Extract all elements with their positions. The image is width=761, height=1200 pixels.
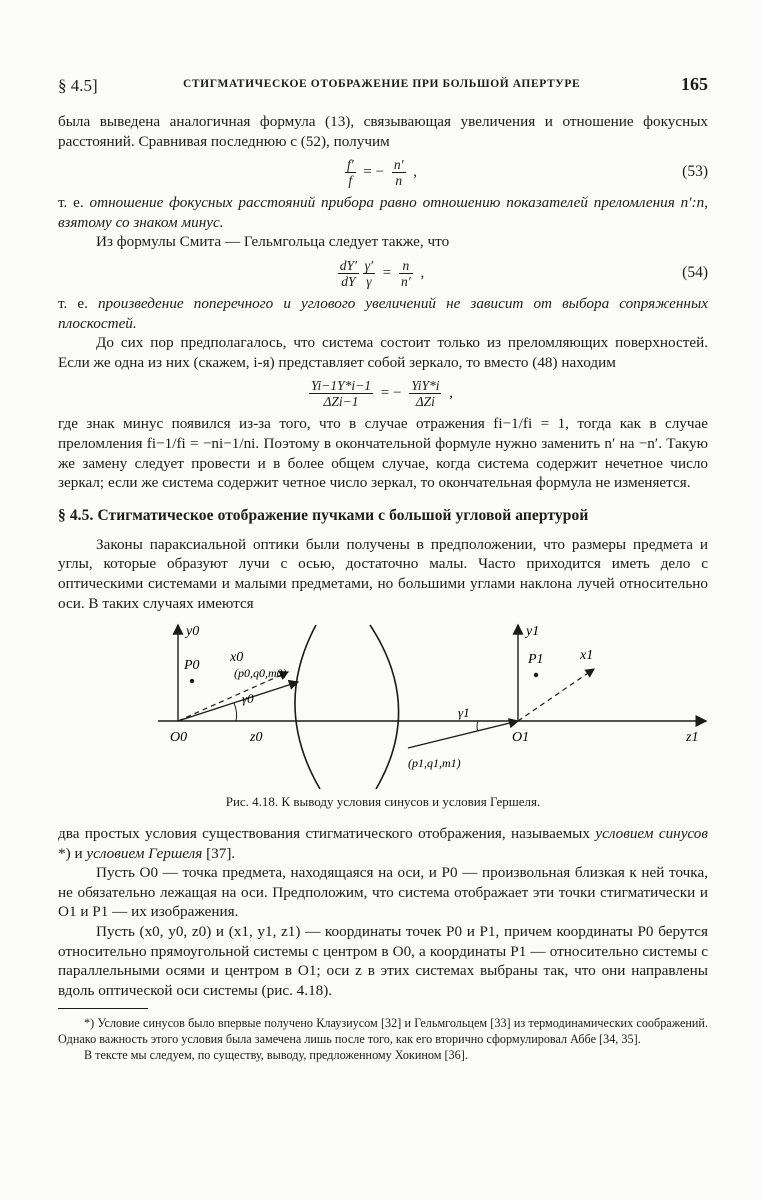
- label-gamma0: γ0: [242, 691, 254, 707]
- label-gamma1: γ1: [458, 705, 470, 721]
- paragraph-8: два простых условия существования стигматического отображения, называемых условием синусов *) и условием Гершеля [37].: [58, 825, 708, 862]
- figure-4-18: [58, 617, 708, 792]
- label-P1: P1: [528, 652, 544, 668]
- point-P1: [534, 673, 538, 677]
- paragraph-10: Пусть (x0, y0, z0) и (x1, y1, z1) — координаты точек P0 и P1, причем координаты P0 берутся относительно прямоугольной системы с центром в O0, а координаты P1 — относительно системы с параллельными осями и центром в O1; оси z в этих системах выбраны так, что они направлены вдоль оптической оси системы (рис. 4.18).: [58, 923, 708, 999]
- label-O1: O1: [512, 730, 530, 746]
- paragraph-2: т. е. отношение фокусных расстояний прибора равно отношению показателей преломления n′:n, взятому со знаком минус.: [58, 194, 708, 231]
- footnote-rule: [58, 1008, 148, 1009]
- label-p1q1m1: (p1,q1,m1): [408, 756, 461, 771]
- label-P0: P0: [184, 658, 200, 674]
- label-p0q0m0: (p0,q0,m0): [234, 666, 287, 681]
- lens-right-surface: [370, 625, 399, 789]
- eq53-rhs: $\frac{n'}{n}$: [393, 157, 404, 189]
- paragraph-4: т. е. произведение поперечного и углового увеличений не зависит от выбора сопряженных плоскостей.: [58, 294, 708, 332]
- paragraph-5: До сих пор предполагалось, что система состоит только из преломляющих поверхностей. Если же одна из них (скажем, i-я) представляет собой зеркало, то вместо (48) находим: [58, 334, 708, 371]
- paragraph-3: Из формулы Смита — Гельмгольца следует также, что: [96, 233, 450, 251]
- equation-number-53: (53): [682, 163, 708, 181]
- point-P0: [190, 679, 194, 683]
- paragraph-7: Законы параксиальной оптики были получены в предположении, что размеры предмета и углы, которые образуют лучи с осью, достаточно малы. Часто приходится иметь дело с оптическими системами и малыми предметами, но большими углами наклона лучей относительно оси. В таких случаях имеются: [58, 535, 708, 612]
- gamma1-arc: [477, 721, 478, 731]
- label-z1: z1: [686, 730, 699, 746]
- section-heading: § 4.5. Стигматическое отображение пучками с большой угловой апертурой: [58, 506, 589, 524]
- paragraph-1: была выведена аналогичная формула (13), связывающая увеличения и отношение фокусных расстояний. Сравнивая последнюю с (52), получим: [58, 113, 708, 150]
- equation-54: $\frac{dY'}{dY}$ $\frac{\gamma'}{\gamma}$ = $\frac{n}{n'}$ , (54): [339, 257, 708, 289]
- equation-mirror: $\frac{Yi-1Y*i-1}{\text{ΔZi−1}}$ = − $\frac{\text{YiY*i}}{\text{ΔZi}}$ ,: [311, 378, 453, 410]
- label-y0: y0: [186, 624, 200, 640]
- paragraph-6: где знак минус появился из-за того, что в случае отражения fi−1/fi = 1, тогда как в случае преломления fi−1/fi = −ni−1/ni. Поэтому в окончательной формуле нужно заменить n′ на −n′. Такую же замену следует провести и в более общем случае, когда система содержит нечетное число зеркал; если же система содержит четное число зеркал, то окончательная формула не изменяется.: [58, 415, 708, 492]
- equation-number-54: (54): [682, 263, 708, 281]
- label-x1: x1: [580, 648, 594, 664]
- footnote-1: *) Условие синусов было впервые получено Клаузиусом [32] и Гельмгольцем [33] из термодинамических соображений. Однако важность этого условия была замечена лишь после того, как его вторично сформулировал Аббе [34, 35].: [58, 1016, 708, 1047]
- header-title: СТИГМАТИЧЕСКОЕ ОТОБРАЖЕНИЕ ПРИ БОЛЬШОЙ АПЕРТУРЕ: [183, 78, 581, 90]
- optical-diagram: [58, 617, 708, 792]
- label-y1: y1: [526, 624, 540, 640]
- footnote-2: В тексте мы следуем, по существу, выводу, предложенному Хокином [36].: [84, 1048, 468, 1063]
- gamma0-arc: [234, 703, 237, 721]
- lens-left-surface: [295, 625, 320, 789]
- equation-53: $\frac{f'}{f}$ = − $\frac{n'}{n}$ , (53): [346, 157, 708, 189]
- image-ray: [408, 721, 518, 748]
- label-z0: z0: [250, 730, 263, 746]
- running-header: [58, 72, 708, 98]
- eq53-lhs: $\frac{f'}{f}$: [346, 157, 354, 189]
- label-O0: O0: [170, 730, 188, 746]
- figure-caption: Рис. 4.18. К выводу условия синусов и условия Гершеля.: [225, 794, 541, 810]
- object-ray: [178, 682, 298, 721]
- paragraph-9: Пусть O0 — точка предмета, находящаяся на оси, и P0 — произвольная близкая к ней точка, не обязательно лежащая на оси. Предположим, что система отображает эти точки стигматически и O1 и P1 — их изображения.: [58, 864, 708, 921]
- label-x0: x0: [230, 650, 244, 666]
- header-section: § 4.5]: [58, 76, 98, 95]
- book-page: [58, 72, 708, 1063]
- x1-axis: [518, 669, 594, 721]
- page-number: 165: [681, 74, 708, 94]
